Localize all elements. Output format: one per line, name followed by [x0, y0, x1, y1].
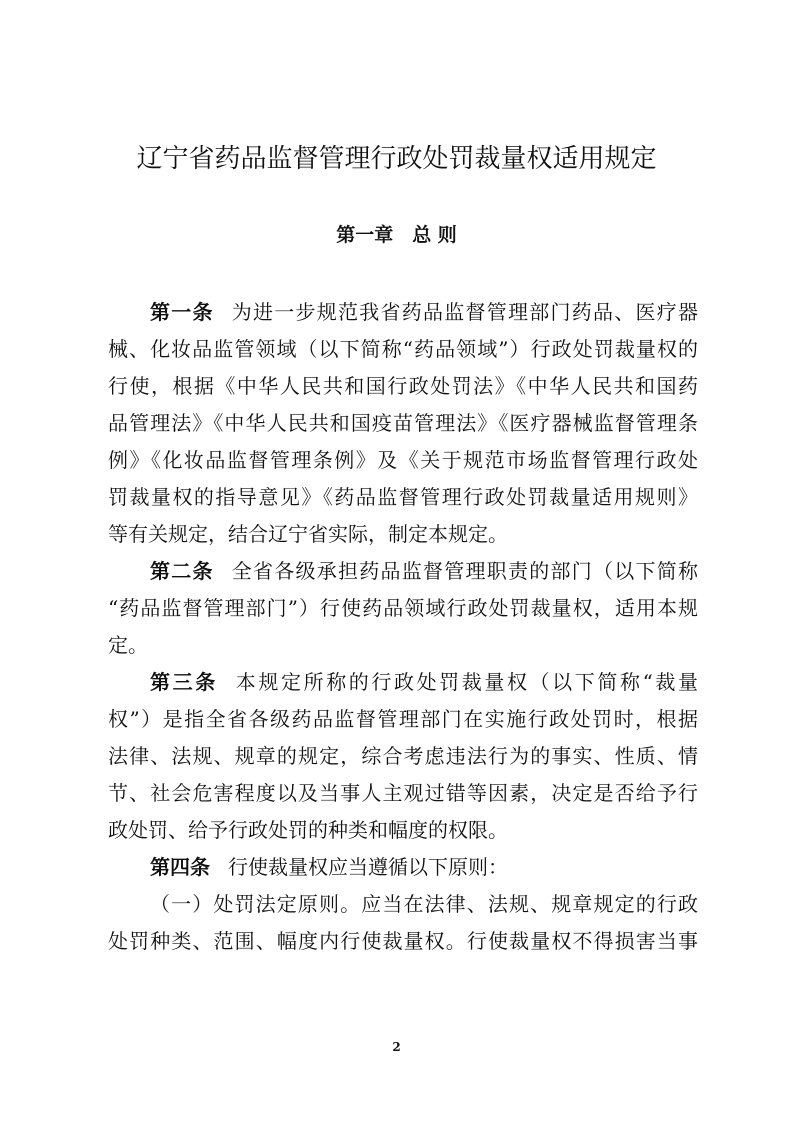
clause-1-line-2: 处罚种类、范围、幅度内行使裁量权。行使裁量权不得损害当事 — [108, 929, 698, 953]
article-3-line-5: 政处罚、给予行政处罚的种类和幅度的权限。 — [108, 818, 508, 842]
article-4-line-1: 第四条 行使裁量权应当遵循以下原则： — [150, 855, 508, 879]
article-1-line-3: 行使，根据《中华人民共和国行政处罚法》《中华人民共和国药 — [108, 374, 698, 398]
article-3-line-1: 第三条 本规定所称的行政处罚裁量权（以下简称“裁量 — [150, 670, 698, 694]
article-2-line-2: “药品监督管理部门”）行使药品领域行政处罚裁量权，适用本规 — [108, 596, 698, 620]
chapter-heading: 第一章 总 则 — [336, 224, 457, 246]
article-1-line-1: 第一条 为进一步规范我省药品监督管理部门药品、医疗器 — [150, 300, 698, 324]
document-title: 辽宁省药品监督管理行政处罚裁量权适用规定 — [136, 144, 657, 174]
article-label: 第一条 — [150, 300, 214, 324]
article-1-line-4: 品管理法》《中华人民共和国疫苗管理法》《医疗器械监督管理条 — [108, 411, 698, 435]
article-3-line-4: 节、社会危害程度以及当事人主观过错等因素，决定是否给予行 — [108, 781, 698, 805]
article-1-line-6: 罚裁量权的指导意见》《药品监督管理行政处罚裁量适用规则》 — [108, 485, 698, 509]
article-label: 第三条 — [150, 670, 218, 694]
article-label: 第四条 — [150, 855, 210, 879]
article-1-line-5: 例》《化妆品监督管理条例》及《关于规范市场监督管理行政处 — [108, 448, 698, 472]
clause-1-line-1: （一）处罚法定原则。应当在法律、法规、规章规定的行政 — [150, 892, 698, 916]
article-3-line-3: 法律、法规、规章的规定，综合考虑违法行为的事实、性质、情 — [108, 744, 698, 768]
article-2-line-1: 第二条 全省各级承担药品监督管理职责的部门（以下简称 — [150, 559, 698, 583]
article-label: 第二条 — [150, 559, 214, 583]
article-1-line-2: 械、化妆品监管领域（以下简称“药品领域”）行政处罚裁量权的 — [108, 337, 698, 361]
page-number: 2 — [392, 1040, 401, 1054]
article-1-line-7: 等有关规定，结合辽宁省实际，制定本规定。 — [108, 522, 508, 546]
article-3-line-2: 权”）是指全省各级药品监督管理部门在实施行政处罚时，根据 — [108, 707, 698, 731]
article-2-line-3: 定。 — [108, 633, 148, 657]
